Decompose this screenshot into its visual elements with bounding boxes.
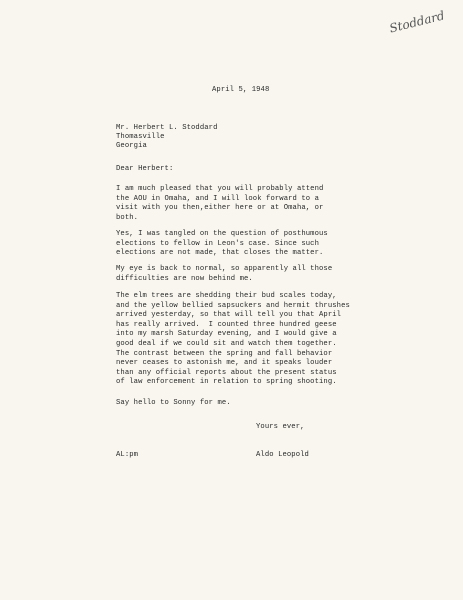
closing: Yours ever,	[256, 423, 305, 431]
paragraph-line: I am much pleased that you will probably attend	[116, 185, 324, 193]
paragraph-line: both.	[116, 213, 139, 222]
paragraph-line: Yes, I was tangled on the question of posthumous	[116, 230, 328, 238]
signature-name: Aldo Leopold	[256, 451, 309, 459]
typist-initials: AL:pm	[116, 451, 139, 459]
paragraph-line: The contrast between the spring and fall behavior	[116, 349, 333, 358]
paragraph-line: never ceases to astonish me, and it speaks louder	[116, 359, 333, 368]
letter-date: April 5, 1948	[212, 86, 270, 94]
paragraph-line: of law enforcement in relation to spring shooting.	[116, 378, 337, 387]
paragraph-line: visit with you then,either here or at Omaha, or	[116, 204, 324, 213]
paragraph-line: and the yellow bellied sapsuckers and hermit thrushes	[116, 301, 350, 310]
paragraph-line: My eye is back to normal, so apparently all those	[116, 265, 333, 273]
salutation: Dear Herbert:	[116, 165, 174, 173]
paragraph-line: has really arrived. I counted three hundred geese	[116, 320, 337, 329]
paragraph-line: the AOU in Omaha, and I will look forward to a	[116, 194, 320, 203]
handwritten-annotation: Stoddard	[388, 8, 446, 36]
recipient-line: Mr. Herbert L. Stoddard	[116, 124, 218, 132]
paragraph-line: elections to fellow in Leon's case. Since such	[116, 239, 320, 248]
paragraph-line: Say hello to Sonny for me.	[116, 399, 231, 407]
recipient-line: Thomasville	[116, 133, 165, 141]
recipient-line: Georgia	[116, 142, 147, 150]
paragraph-line: difficulties are now behind me.	[116, 274, 253, 283]
paragraph-line: than any official reports about the present status	[116, 368, 337, 377]
paragraph-line: The elm trees are shedding their bud scales today,	[116, 292, 337, 300]
paragraph-line: arrived yesterday, so that will tell you that April	[116, 311, 342, 320]
paragraph-line: good deal if we could sit and watch them together.	[116, 340, 337, 348]
paragraph-line: elections are not made, that closes the matter.	[116, 249, 324, 258]
paragraph-line: into my marsh Saturday evening, and I would give a	[116, 330, 337, 339]
